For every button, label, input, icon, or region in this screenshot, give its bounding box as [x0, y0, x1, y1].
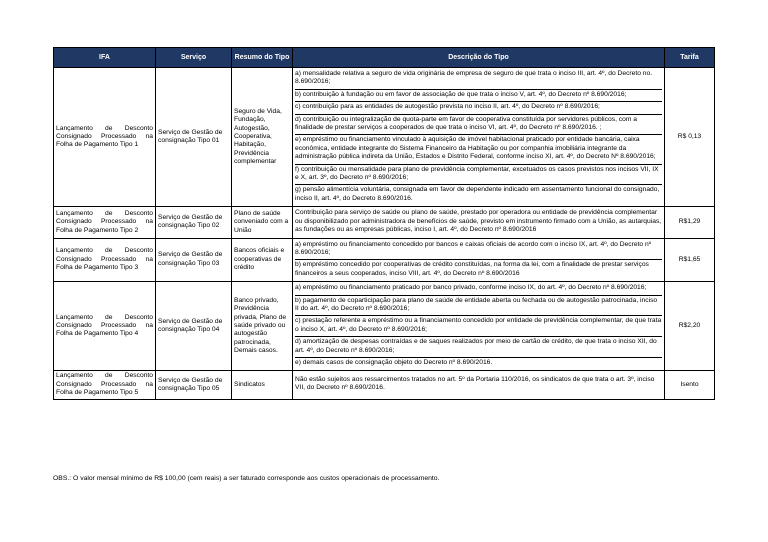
table-row — [54, 371, 715, 399]
cell-ifa: Lançamento de Desconto Consignado Processado na Folha de Pagamento Tipo 1 — [54, 68, 156, 207]
cell-servico: Serviço de Gestão de consignação Tipo 01 — [156, 68, 232, 207]
cell-descricao — [293, 371, 665, 399]
cell-servico: Serviço de Gestão de consignação Tipo 04 — [156, 282, 232, 371]
desc-item: Não estão sujeitos aos ressarcimentos tratados no art. 5º da Portaria 110/2016, os sindicatos de que trata o art. 3º, inciso VII, do Decreto nº 8.690/2016. — [295, 376, 655, 392]
desc-item: a) mensalidade relativa a seguro de vida originária de empresa de seguro de que trata o inciso III, art. 4º, do Decreto no. 8.690/2016; — [295, 70, 653, 86]
desc-item: d) contribuição ou integralização de quota-parte em favor de cooperativa constituída por servidores públicos, com a finalidade de prestar serviços a cooperados de que trata o inciso VI, art. 4º, do Decreto nº 8.690/2016. ; — [295, 114, 662, 135]
cell-descricao — [293, 282, 665, 371]
ifa-tariff-table — [53, 47, 715, 400]
cell-ifa: Lançamento de Desconto Consignado Processado na Folha de Pagamento Tipo 2 — [54, 207, 156, 238]
header-descricao: Descrição do Tipo — [293, 48, 665, 68]
header-ifa: IFA — [54, 48, 156, 68]
cell-resumo: Plano de saúde conveniado com a União — [232, 207, 293, 238]
desc-item: g) pensão alimentícia voluntária, consignada em favor de dependente indicado em assentamento funcional do consignado, inciso II, art. 4º, do Decreto 8.690/2016. — [295, 184, 662, 205]
cell-tarifa: Isento — [665, 371, 715, 399]
cell-resumo: Sindicatos — [232, 371, 293, 399]
desc-item: b) pagamento de coparticipação para plano de saúde de entidade aberta ou fechada ou de autogestão patrocinada, inciso II do art. 4º, do Decreto nº 8.690/2016; — [295, 295, 662, 316]
desc-item: e) empréstimo ou financiamento vinculado à aquisição de imóvel habitacional praticado por entidade bancária, caixa econômica, entidade integrante do Sistema Financeiro da Habitação ou por companhia imobiliária integrante da administração pública indireta da União, Estados e Distrito Federal, conforme inciso XI, art. 4º, do Decreto Nº 8.690/2016; — [295, 134, 662, 163]
header-tarifa: Tarifa — [665, 48, 715, 68]
footnote-obs: OBS.: O valor mensal mínimo de R$ 100,00 (cem reais) a ser faturado corresponde aos custos operacionais de processamento. — [53, 475, 440, 482]
desc-item: d) amortização de despesas contraídas e de saques realizados por meio de cartão de crédito, de que trata o inciso XII, do art. 4º, do Decreto nº 8.690/2016; — [295, 336, 662, 357]
cell-servico: Serviço de Gestão de consignação Tipo 05 — [156, 371, 232, 399]
desc-item: b) empréstimo concedido por cooperativas de crédito constituídas, na forma da lei, com a finalidade de prestar serviços financeiros a seus cooperados, inciso VIII, art. 4º, do Decreto nº 8.690/2016 — [295, 259, 662, 280]
header-resumo: Resumo do Tipo — [232, 48, 293, 68]
cell-descricao — [293, 238, 665, 282]
cell-resumo: Bancos oficiais e cooperativas de crédito — [232, 238, 293, 282]
table-row — [54, 238, 715, 282]
table-row — [54, 282, 715, 371]
cell-resumo: Seguro de Vida, Fundação, Autogestão, Cooperativa, Habitação, Previdência complementar — [232, 68, 293, 207]
table-row — [54, 68, 715, 207]
desc-item: a) empréstimo ou financiamento concedido por bancos e caixas oficiais de acordo com o inciso IX, art. 4º, do Decreto nº 8.690/2016; — [295, 240, 652, 256]
cell-ifa: Lançamento de Desconto Consignado Processado na Folha de Pagamento Tipo 3 — [54, 238, 156, 282]
table-header-row — [54, 48, 715, 68]
desc-item: c) contribuição para as entidades de autogestão prevista no inciso II, art. 4º, do Decreto nº 8.690/2016; — [295, 101, 662, 113]
cell-tarifa: R$1,65 — [665, 238, 715, 282]
cell-tarifa: R$ 0,13 — [665, 68, 715, 207]
cell-descricao — [293, 68, 665, 207]
cell-ifa: Lançamento de Desconto Consignado Processado na Folha de Pagamento Tipo 4 — [54, 282, 156, 371]
cell-tarifa: R$1,29 — [665, 207, 715, 238]
cell-descricao — [293, 207, 665, 238]
cell-servico: Serviço de Gestão de consignação Tipo 02 — [156, 207, 232, 238]
cell-tarifa: R$2,20 — [665, 282, 715, 371]
desc-item: e) demais casos de consignação objeto do Decreto nº 8.690/2016. — [295, 357, 662, 369]
cell-servico: Serviço de Gestão de consignação Tipo 03 — [156, 238, 232, 282]
desc-item: Contribuição para serviço de saúde ou plano de saúde, prestado por operadora ou entidade de previdência complementar ou disponibilizado por administradora de benefícios de saúde, previsto em instrumento firmado com a União, as autarquias, as fundações ou as empresas públicas, inciso I, art. 4º, do Decreto nº 8.690/2016 — [295, 209, 662, 234]
desc-item: c) prestação referente a empréstimo ou a financiamento concedido por entidade de previdência complementar, de que trata o inciso X, art. 4º, do Decreto nº 8.690/2016; — [295, 315, 662, 336]
desc-item: f) contribuição ou mensalidade para plano de previdência complementar, excetuados os casos previstos nos incisos VII, IX e X, art. 3º, do Decreto nº 8.690/2016; — [295, 164, 662, 185]
desc-item: a) empréstimo ou financiamento praticado por banco privado, conforme inciso IX, do art. 4º, do Decreto nº 8.690/2016; — [295, 284, 647, 292]
cell-ifa: Lançamento de Desconto Consignado Processado na Folha de Pagamento Tipo 5 — [54, 371, 156, 399]
table-row — [54, 207, 715, 238]
desc-item: b) contribuição à fundação ou em favor de associação de que trata o inciso V, art. 4º, do Decreto nº 8.690/2016; — [295, 89, 662, 101]
header-servico: Serviço — [156, 48, 232, 68]
cell-resumo: Banco privado, Previdência privada, Plano de saúde privado ou autogestão patrocinada, Demais casos. — [232, 282, 293, 371]
